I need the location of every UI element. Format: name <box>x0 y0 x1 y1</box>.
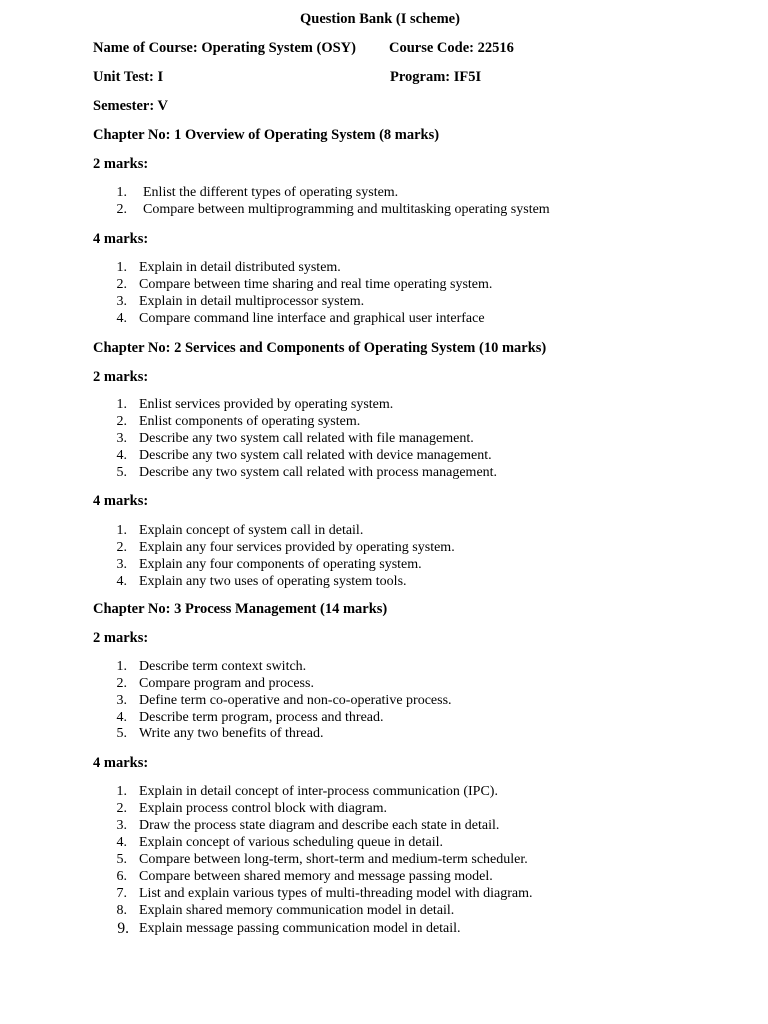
course-code: Course Code: 22516 <box>389 40 514 56</box>
list-item: Compare between shared memory and message passing model. <box>139 869 493 884</box>
list-item: Explain in detail multiprocessor system. <box>139 294 365 309</box>
list-number: 1. <box>116 659 127 674</box>
list-number: 2. <box>116 202 127 217</box>
list-item: Compare program and process. <box>139 676 314 691</box>
list-number: 5. <box>116 852 127 867</box>
list-item: Explain concept of various scheduling queue in detail. <box>139 835 444 850</box>
list-number: 3. <box>116 818 127 833</box>
list-number: 2. <box>116 540 127 555</box>
list-item: Enlist the different types of operating system. <box>143 185 399 200</box>
chapter-heading: Chapter No: 3 Process Management (14 marks) <box>93 601 388 617</box>
list-item: Explain any four components of operating system. <box>139 557 422 572</box>
list-item: Describe term context switch. <box>139 659 307 674</box>
list-item: Enlist components of operating system. <box>139 414 361 429</box>
list-item: Explain process control block with diagram. <box>139 801 388 816</box>
list-item: Describe any two system call related with device management. <box>139 448 492 463</box>
list-number: 4. <box>116 448 127 463</box>
list-number: 4. <box>116 311 127 326</box>
list-item: Compare between multiprogramming and multitasking operating system <box>143 202 550 217</box>
list-number: 9. <box>117 920 129 937</box>
list-item: Compare between time sharing and real time operating system. <box>139 277 493 292</box>
list-number: 5. <box>116 726 127 741</box>
program: Program: IF5I <box>390 69 482 85</box>
list-item: Compare between long-term, short-term and medium-term scheduler. <box>139 852 528 867</box>
document-title: Question Bank (I scheme) <box>300 11 460 27</box>
marks-label: 4 marks: <box>93 755 149 771</box>
list-number: 3. <box>116 557 127 572</box>
list-item: Explain any four services provided by operating system. <box>139 540 455 555</box>
list-item: Describe any two system call related with process management. <box>139 465 498 480</box>
marks-label: 4 marks: <box>93 493 149 509</box>
list-number: 3. <box>116 431 127 446</box>
list-item: Draw the process state diagram and describe each state in detail. <box>139 818 500 833</box>
list-item: Explain in detail distributed system. <box>139 260 341 275</box>
list-item: Explain message passing communication model in detail. <box>139 921 461 936</box>
semester: Semester: V <box>93 98 169 114</box>
marks-label: 2 marks: <box>93 369 149 385</box>
unit-test: Unit Test: I <box>93 69 164 85</box>
marks-label: 4 marks: <box>93 231 149 247</box>
list-number: 8. <box>116 903 127 918</box>
list-number: 2. <box>116 801 127 816</box>
list-number: 2. <box>116 676 127 691</box>
list-item: Explain any two uses of operating system tools. <box>139 574 407 589</box>
list-number: 1. <box>116 397 127 412</box>
list-number: 1. <box>116 784 127 799</box>
list-item: Compare command line interface and graphical user interface <box>139 311 485 326</box>
chapter-heading: Chapter No: 2 Services and Components of Operating System (10 marks) <box>93 340 547 356</box>
list-number: 4. <box>116 574 127 589</box>
list-number: 4. <box>116 710 127 725</box>
chapter-heading: Chapter No: 1 Overview of Operating System (8 marks) <box>93 127 440 143</box>
list-number: 6. <box>116 869 127 884</box>
list-item: Explain shared memory communication model in detail. <box>139 903 455 918</box>
list-item: Explain concept of system call in detail. <box>139 523 364 538</box>
list-item: Define term co-operative and non-co-operative process. <box>139 693 452 708</box>
list-number: 2. <box>116 277 127 292</box>
list-number: 2. <box>116 414 127 429</box>
list-number: 4. <box>116 835 127 850</box>
marks-label: 2 marks: <box>93 630 149 646</box>
list-item: Write any two benefits of thread. <box>139 726 324 741</box>
course-name: Name of Course: Operating System (OSY) <box>93 40 356 56</box>
list-number: 3. <box>116 693 127 708</box>
list-item: Explain in detail concept of inter-process communication (IPC). <box>139 784 498 799</box>
list-number: 1. <box>116 260 127 275</box>
list-number: 3. <box>116 294 127 309</box>
list-item: Describe any two system call related with file management. <box>139 431 474 446</box>
list-item: Describe term program, process and thread. <box>139 710 384 725</box>
list-number: 1. <box>116 185 127 200</box>
list-number: 5. <box>116 465 127 480</box>
list-item: List and explain various types of multi-threading model with diagram. <box>139 886 533 901</box>
list-number: 7. <box>116 886 127 901</box>
list-number: 1. <box>116 523 127 538</box>
list-item: Enlist services provided by operating system. <box>139 397 394 412</box>
marks-label: 2 marks: <box>93 156 149 172</box>
